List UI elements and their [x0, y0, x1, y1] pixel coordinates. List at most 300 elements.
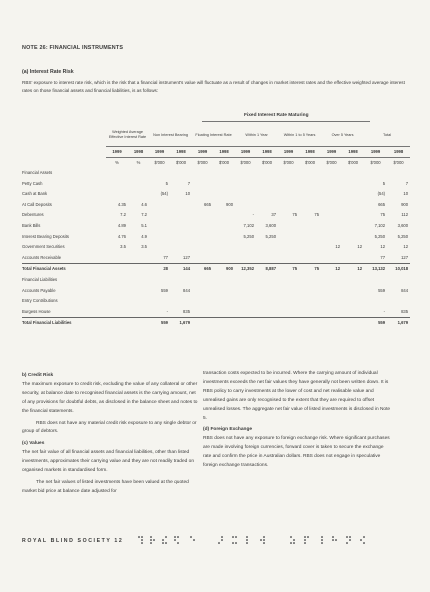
table-cell: 7,102 [374, 222, 386, 228]
table-cell: 12,352 [235, 264, 256, 275]
table-cell [170, 168, 192, 179]
braille-dot [346, 536, 348, 538]
table-cell [235, 168, 256, 179]
section-a-intro: RBS' exposure to interest rate risk, which is the risk that a financial instrument's value will fluctuate as a result of changes in market interest rates and the effective weighted average interest rates on those financial assets and financial liabilities, is as follows: [22, 80, 405, 94]
table-cell [342, 200, 364, 211]
table-cell [321, 296, 342, 307]
table-cell [342, 296, 364, 307]
table-cell [299, 307, 321, 318]
braille-dot [346, 542, 348, 544]
table-cell: 4.6 [141, 201, 148, 207]
table-cell [128, 168, 149, 179]
paragraph: transaction costs expected to be incurred. Where the carrying amount of individual investments exceeds the net fair values they have generally not been written down. It is RBS policy to carry investments at the lower of cost and net realisable value and unrealised gains are only recognised to the extent that they are required to offset unrealised losses. The aggregate net fair value of listed investments is disclosed in Note 5. [203, 371, 391, 421]
table-cell [342, 286, 364, 297]
braille-dot [260, 539, 262, 541]
unit-header-cell: $'000 [326, 160, 337, 165]
braille-dot [174, 539, 176, 541]
table-cell [106, 307, 128, 318]
table-cell: 5,250 [374, 233, 386, 239]
table-row [22, 275, 410, 286]
table-cell [170, 242, 192, 253]
unit-header-cell: $'000 [283, 160, 294, 165]
table-cell: 12 [380, 244, 386, 250]
table-cell: 900 [213, 264, 235, 275]
table-cell [170, 296, 192, 307]
braille-dot [321, 536, 323, 538]
group-header: Within 1 Year [245, 132, 268, 137]
table-cell [128, 307, 149, 318]
table-cell [192, 275, 213, 286]
table-cell [106, 179, 128, 190]
table-cell [192, 179, 213, 190]
table-cell: 10 [403, 191, 409, 197]
table-cell [342, 232, 364, 243]
table-cell [321, 210, 342, 221]
table-cell: 75 [380, 212, 386, 218]
table-cell: 559 [161, 287, 169, 293]
table-cell [278, 318, 299, 329]
row-label: Cash at Bank [22, 191, 48, 197]
group-header: Floating Interest Rate [195, 132, 232, 137]
table-cell [342, 307, 364, 318]
braille-dot [162, 539, 164, 541]
table-cell [387, 275, 410, 286]
table-cell: 559 [378, 287, 386, 293]
table-cell: 559 [149, 318, 170, 329]
table-cell [299, 286, 321, 297]
table-cell [170, 221, 192, 232]
table-cell [149, 168, 170, 179]
braille-dot [363, 542, 365, 544]
table-cell [106, 253, 128, 264]
table-cell [342, 221, 364, 232]
table-cell [213, 210, 235, 221]
table-cell: 77 [380, 254, 386, 260]
table-cell [170, 200, 192, 211]
table-cell [278, 179, 299, 190]
row-label: Debentures [22, 212, 44, 218]
table-cell [192, 318, 213, 329]
table-row [22, 221, 410, 232]
year-header-cell: 1998 [387, 147, 410, 158]
table-cell [321, 200, 342, 211]
unit-header-cell: $'000 [370, 160, 381, 165]
braille-dot [190, 536, 192, 538]
table-cell [149, 200, 170, 211]
table-cell [321, 307, 342, 318]
braille-dot [321, 542, 323, 544]
table-cell: 4.35 [117, 201, 126, 207]
table-cell [106, 275, 128, 286]
row-label: Government Securities [22, 244, 65, 250]
braille-dot [263, 536, 265, 538]
table-cell [256, 200, 278, 211]
braille-dot [232, 536, 234, 538]
unit-header-cell: $'000 [347, 160, 359, 165]
table-cell [256, 179, 278, 190]
braille-dot [360, 539, 362, 541]
table-cell: 112 [401, 212, 409, 218]
row-label: Petty Cash [22, 180, 43, 186]
table-cell: 3,600 [397, 222, 409, 228]
year-header-cell: 1998 [299, 147, 321, 158]
table-cell [213, 286, 235, 297]
unit-header-cell: $'000 [218, 160, 230, 165]
note-title: NOTE 26: FINANCIAL INSTRUMENTS [22, 45, 124, 51]
table-cell [213, 296, 235, 307]
table-row [22, 318, 410, 329]
table-cell: 3.5 [141, 244, 148, 250]
row-label: At Call Deposits [22, 201, 52, 207]
table-cell [235, 189, 256, 200]
table-cell [213, 179, 235, 190]
table-cell: 13,132 [364, 264, 387, 275]
section-heading: b) Credit Risk [22, 373, 54, 378]
table-cell [213, 253, 235, 264]
table-cell: 77 [163, 254, 169, 260]
table-cell: 5,250 [243, 233, 255, 239]
braille-dot [304, 536, 306, 538]
table-cell [299, 232, 321, 243]
braille-dot [307, 536, 309, 538]
year-header-cell: 1999 [192, 147, 213, 158]
table-cell [342, 318, 364, 329]
year-header-cell: 1998 [342, 147, 364, 158]
table-cell [235, 307, 256, 318]
unit-header-cell: $'000 [261, 160, 273, 165]
table-cell [128, 318, 149, 329]
table-cell [321, 318, 342, 329]
unit-header-cell: $'000 [393, 160, 404, 165]
braille-dot [141, 542, 143, 544]
table-cell: 5 [165, 180, 169, 186]
table-cell [342, 275, 364, 286]
table-cell [192, 232, 213, 243]
table-cell [278, 275, 299, 286]
table-cell: 4.9 [141, 233, 148, 239]
table-cell [213, 232, 235, 243]
braille-dot [193, 539, 195, 541]
table-cell: 3,600 [265, 222, 277, 228]
table-cell [106, 286, 128, 297]
table-cell [278, 296, 299, 307]
table-cell: 665 [192, 264, 213, 275]
fixed-rate-rule [202, 121, 370, 122]
table-cell [278, 286, 299, 297]
table-cell: 12 [321, 264, 342, 275]
table-cell: (54) [160, 191, 169, 197]
table-cell: 75 [292, 212, 298, 218]
group-header: Within 1 to 5 Years [283, 132, 316, 137]
table-cell: 144 [170, 264, 192, 275]
table-cell [364, 168, 387, 179]
table-cell [299, 200, 321, 211]
braille-dot [263, 539, 265, 541]
table-cell [387, 168, 410, 179]
table-cell: 1,679 [170, 318, 192, 329]
table-cell [299, 275, 321, 286]
table-cell [342, 189, 364, 200]
table-cell: 900 [401, 201, 409, 207]
braille-dot [263, 542, 265, 544]
table-cell [170, 232, 192, 243]
table-cell [321, 232, 342, 243]
table-cell [321, 221, 342, 232]
year-header-cell: 1999 [278, 147, 299, 158]
unit-header-cell: % [136, 160, 141, 165]
table-cell: 4.76 [117, 233, 126, 239]
braille-dot [232, 542, 234, 544]
table-cell: 7 [187, 180, 191, 186]
unit-header-cell: $'000 [197, 160, 208, 165]
table-cell [170, 275, 192, 286]
table-cell: 127 [401, 254, 409, 260]
table-cell [235, 318, 256, 329]
braille-dot [246, 542, 248, 544]
table-cell [149, 210, 170, 221]
table-cell [278, 232, 299, 243]
table-cell [128, 275, 149, 286]
row-label: Total Financial Liabilities [22, 318, 106, 329]
braille-dot [138, 536, 140, 538]
table-cell [192, 286, 213, 297]
table-cell [192, 221, 213, 232]
braille-dot [153, 539, 155, 541]
braille-dot [304, 542, 306, 544]
table-cell [128, 179, 149, 190]
table-cell: 12 [357, 244, 363, 250]
braille-dot [290, 542, 292, 544]
table-cell [213, 318, 235, 329]
braille-dot [174, 536, 176, 538]
paragraph: RBS does not have any exposure to foreign exchange risk. Where significant purchases are made involving foreign currencies, forward cover is taken to secure the exchange rate and confirm the price in Australian dollars. RBS does not engage in speculative foreign exchange transactions. [203, 436, 390, 469]
group-header: Over 5 Years [331, 132, 354, 137]
table-cell: 75 [314, 212, 320, 218]
table-cell: - [383, 308, 386, 314]
table-cell [278, 168, 299, 179]
table-cell [213, 242, 235, 253]
row-label: Interest Bearing Deposits [22, 233, 70, 239]
table-cell: 10,018 [387, 264, 410, 275]
table-cell [235, 200, 256, 211]
row-label: Financial Assets [22, 170, 53, 175]
braille-dot [141, 536, 143, 538]
table-cell [128, 286, 149, 297]
table-cell: 5.1 [141, 222, 148, 228]
braille-dot [150, 542, 152, 544]
table-cell [278, 307, 299, 318]
braille-dot [349, 536, 351, 538]
braille-dot [332, 539, 334, 541]
table-row [22, 179, 410, 190]
table-cell: 559 [364, 318, 387, 329]
table-cell [149, 275, 170, 286]
section-a-title: (a) Interest Rate Risk [22, 69, 74, 75]
braille-dot [221, 536, 223, 538]
table-cell [256, 318, 278, 329]
row-label: Accounts Receivable [22, 254, 62, 260]
braille-dot [293, 542, 295, 544]
year-header-cell: 1998 [213, 147, 235, 158]
table-cell [387, 296, 410, 307]
table-cell: 900 [226, 201, 234, 207]
footer-text: ROYAL BLIND SOCIETY 12 [22, 538, 124, 544]
table-cell [106, 189, 128, 200]
year-header-cell: 1998 [128, 147, 149, 158]
table-cell: 28 [149, 264, 170, 275]
table-row [22, 168, 410, 179]
braille-dot [246, 536, 248, 538]
row-label: Bank Bills [22, 222, 41, 228]
table-cell: 844 [401, 287, 409, 293]
paragraph: RBS does not have any material credit risk exposure to any single debtor or group of debtors. [22, 420, 197, 435]
table-cell [299, 242, 321, 253]
table-cell: 4.89 [117, 222, 126, 228]
table-cell [192, 210, 213, 221]
table-cell [299, 168, 321, 179]
table-cell: 75 [278, 264, 299, 275]
table-cell [256, 253, 278, 264]
braille-dot [150, 539, 152, 541]
table-cell [364, 296, 387, 307]
table-cell [235, 242, 256, 253]
table-cell: 8,887 [256, 264, 278, 275]
table-cell: 844 [183, 287, 191, 293]
braille-dot [321, 539, 323, 541]
braille-dot [150, 536, 152, 538]
table-cell [213, 221, 235, 232]
paragraph: The net fair values of listed investments have been valued at the quoted market bid price at balance date adjusted for [22, 479, 189, 494]
table-cell [106, 296, 128, 307]
table-cell: 127 [183, 254, 191, 260]
year-header-cell: 1998 [170, 147, 192, 158]
year-header-row [22, 147, 410, 158]
table-cell [106, 318, 128, 329]
braille-dot [177, 542, 179, 544]
table-cell: 5,250 [265, 233, 277, 239]
table-row [22, 200, 410, 211]
unit-header-cell: $'000 [175, 160, 187, 165]
table-cell [278, 253, 299, 264]
unit-header-cell: % [115, 160, 119, 165]
braille-dot [177, 536, 179, 538]
braille-dot [141, 539, 143, 541]
table-cell [128, 264, 149, 275]
table-cell [106, 264, 128, 275]
braille-dot [221, 539, 223, 541]
table-cell [342, 168, 364, 179]
table-cell [299, 189, 321, 200]
table-cell [192, 253, 213, 264]
table-row [22, 189, 410, 200]
group-header: Non Interest Bearing [153, 132, 188, 137]
row-label: Burgess House [22, 308, 51, 314]
table-cell [299, 179, 321, 190]
table-cell [235, 296, 256, 307]
section-heading: (d) Foreign Exchange [203, 427, 253, 433]
fixed-rate-heading: Fixed Interest Rate Maturing [244, 113, 309, 118]
table-cell: 1,679 [387, 318, 410, 329]
table-cell [278, 242, 299, 253]
table-cell: 3.5 [120, 244, 126, 250]
group-header: Total [383, 132, 392, 137]
table-cell: 7.2 [141, 212, 148, 218]
section-heading: (c) Values [22, 441, 45, 447]
table-cell [192, 296, 213, 307]
table-cell [278, 200, 299, 211]
braille-dot [165, 542, 167, 544]
braille-dot [290, 536, 292, 538]
table-row [22, 242, 410, 253]
table-cell [321, 253, 342, 264]
table-cell [235, 253, 256, 264]
table-cell [342, 253, 364, 264]
year-header-cell: 1999 [106, 147, 128, 158]
row-label: Total Financial Assets [22, 264, 106, 275]
braille-dot [363, 536, 365, 538]
table-cell: 7,102 [243, 222, 255, 228]
year-header-cell: 1999 [364, 147, 387, 158]
table-cell [321, 179, 342, 190]
table-cell [256, 189, 278, 200]
table-cell: 5,250 [397, 233, 409, 239]
table-cell: 10 [185, 191, 191, 197]
table-cell [342, 179, 364, 190]
table-cell: 37 [271, 212, 277, 218]
table-cell [299, 318, 321, 329]
table-cell: 5 [382, 180, 386, 186]
year-header-cell: 1999 [149, 147, 170, 158]
table-cell [299, 296, 321, 307]
right-column [203, 370, 393, 474]
paragraph: The maximum exposure to credit risk, excluding the value of any collateral or other security, at balance date to recognised financial assets is the carrying amount, net of any provisions for doubtful debts, as disclosed in the balance sheet and notes to the financial statements. [22, 381, 198, 414]
table-body [22, 168, 410, 329]
table-cell [106, 168, 128, 179]
table-cell [278, 221, 299, 232]
table-cell [213, 275, 235, 286]
table-cell [256, 286, 278, 297]
unit-header-row [22, 158, 410, 169]
braille-dot [235, 542, 237, 544]
table-cell [128, 296, 149, 307]
braille-dot [235, 536, 237, 538]
table-cell [278, 189, 299, 200]
unit-header-cell: $'000 [304, 160, 316, 165]
braille-dot [349, 539, 351, 541]
table-cell [256, 296, 278, 307]
interest-rate-table [22, 124, 410, 329]
table-cell: 75 [299, 264, 321, 275]
group-header-row [22, 124, 410, 147]
table-cell [128, 253, 149, 264]
table-cell [149, 242, 170, 253]
table-row [22, 307, 410, 318]
group-header: Weighted Average Effective Interest Rate [108, 130, 147, 139]
braille-dot [246, 539, 248, 541]
table-cell [192, 242, 213, 253]
table-cell [299, 253, 321, 264]
row-label: Financial Liabilities [22, 276, 58, 282]
year-header-cell: 1999 [235, 147, 256, 158]
table-cell [299, 221, 321, 232]
table-cell [192, 189, 213, 200]
table-cell [149, 221, 170, 232]
year-header-cell: 1999 [321, 147, 342, 158]
table-cell [256, 275, 278, 286]
table-cell [149, 296, 170, 307]
table-row [22, 253, 410, 264]
table-row [22, 264, 410, 275]
